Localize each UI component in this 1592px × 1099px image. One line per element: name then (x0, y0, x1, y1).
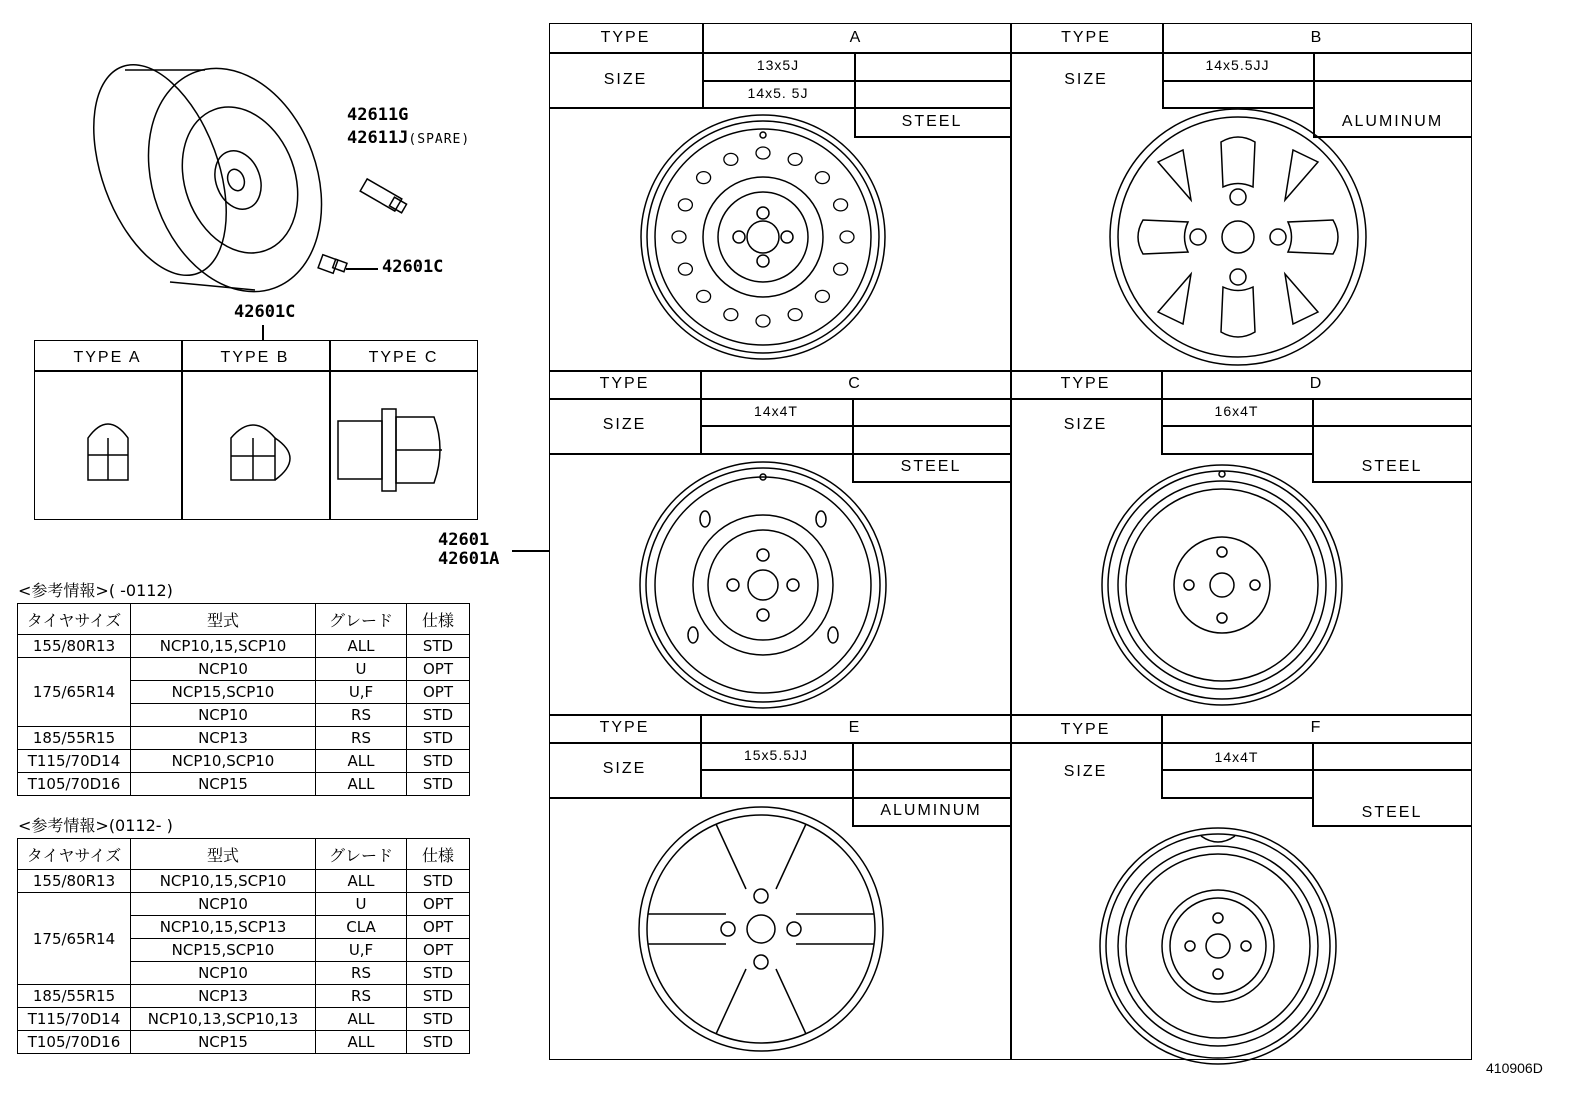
type-value: B (1310, 29, 1324, 46)
vent-hole (756, 147, 770, 159)
type-value: D (1309, 375, 1324, 392)
valve-stem-icon (355, 178, 415, 228)
wheel-e-drawing (636, 804, 886, 1054)
size-label: SIZE (602, 416, 647, 433)
table-row: NCP10,15,SCP13 CLA OPT (18, 916, 470, 939)
type-value: E (848, 719, 862, 736)
size-label: SIZE (1064, 71, 1108, 88)
nut-type-a-icon (78, 410, 138, 490)
table-row: NCP10 RS STD (18, 962, 470, 985)
type-value: A (849, 29, 863, 46)
type-label: TYPE (600, 29, 651, 46)
size-value-1: 14x5.5JJ (1205, 57, 1270, 73)
size-label: SIZE (603, 71, 648, 88)
valve-part-number-1: 42611G (347, 105, 409, 125)
vent-hole (840, 231, 854, 243)
size-value-2: 14x5. 5J (747, 85, 809, 101)
wheel-b-drawing (1103, 102, 1373, 372)
vent-hole (788, 153, 802, 165)
material-label: ALUMINUM (880, 802, 982, 819)
vent-hole (756, 315, 770, 327)
vent-hole (697, 172, 711, 184)
vent-hole (678, 199, 692, 211)
nut-type-c-icon (334, 405, 464, 495)
table-row: 185/55R15 NCP13 RS STD (18, 727, 470, 750)
nut-part-number: 42601C (382, 257, 444, 277)
header-tire-size: タイヤサイズ (18, 839, 131, 870)
wheel-c-drawing (633, 455, 893, 715)
size-label: SIZE (602, 760, 647, 777)
header-model: 型式 (131, 839, 316, 870)
wheel-part-number-2: 42601A (438, 549, 500, 569)
vent-hole (788, 309, 802, 321)
table-row: T105/70D16 NCP15 ALL STD (18, 1031, 470, 1054)
header-grade: グレード (316, 604, 407, 635)
ref-table-1 (17, 603, 470, 796)
nut-type-c-label: TYPE C (368, 349, 439, 366)
header-model: 型式 (131, 604, 316, 635)
nut-type-b-icon (225, 408, 315, 488)
material-label: STEEL (901, 113, 963, 130)
header-grade: グレード (316, 839, 407, 870)
ref-table-2 (17, 838, 470, 1054)
material-label: ALUMINUM (1341, 113, 1444, 130)
wheel-a-drawing (633, 107, 893, 367)
header-spec: 仕様 (407, 604, 470, 635)
type-label: TYPE (1061, 29, 1111, 46)
table-row: 175/65R14 NCP10 U OPT (18, 658, 470, 681)
vent-hole (672, 231, 686, 243)
size-value-1: 16x4T (1214, 403, 1259, 419)
table-row: 155/80R13 NCP10,15,SCP10 ALL STD (18, 635, 470, 658)
type-value: F (1310, 719, 1323, 736)
table-row: NCP15,SCP10 U,F OPT (18, 681, 470, 704)
size-value-1: 14x4T (754, 403, 798, 419)
size-value-1: 13x5J (756, 57, 800, 73)
vent-hole (678, 263, 692, 275)
wheel-f-drawing (1093, 826, 1343, 1076)
table-row: T115/70D14 NCP10,13,SCP10,13 ALL STD (18, 1008, 470, 1031)
type-label: TYPE (1060, 721, 1111, 738)
material-label: STEEL (1361, 804, 1423, 821)
ref-table-2-title: <参考情報>(0112- ) (18, 816, 173, 835)
type-label: TYPE (599, 375, 650, 392)
type-label: TYPE (599, 719, 650, 736)
nut-table-part-number: 42601C (234, 302, 296, 322)
table-row: NCP15,SCP10 U,F OPT (18, 939, 470, 962)
header-spec: 仕様 (407, 839, 470, 870)
table-row: T105/70D16 NCP15 ALL STD (18, 773, 470, 796)
table-row: 185/55R15 NCP13 RS STD (18, 985, 470, 1008)
nut-type-a-label: TYPE A (73, 349, 142, 366)
valve-part-number-2: 42611J(SPARE) (347, 128, 471, 148)
size-value-1: 14x4T (1214, 749, 1259, 765)
vent-hole (815, 290, 829, 302)
table-row: NCP10 RS STD (18, 704, 470, 727)
size-label: SIZE (1063, 416, 1108, 433)
size-value-1: 15x5.5JJ (743, 747, 809, 763)
header-tire-size: タイヤサイズ (18, 604, 131, 635)
nut-type-b-label: TYPE B (220, 349, 290, 366)
wheel-part-number-1: 42601 (438, 530, 490, 550)
diagram-code: 410906D (1486, 1060, 1543, 1076)
vent-hole (834, 199, 848, 211)
ref-table-1-title: <参考情報>( -0112) (18, 581, 173, 600)
vent-hole (834, 263, 848, 275)
vent-hole (724, 309, 738, 321)
vent-hole (697, 290, 711, 302)
table-row: 175/65R14 NCP10 U OPT (18, 893, 470, 916)
wheel-d-drawing (1097, 460, 1347, 710)
vent-hole (724, 153, 738, 165)
table-row: T115/70D14 NCP10,SCP10 ALL STD (18, 750, 470, 773)
material-label: STEEL (900, 458, 962, 475)
vent-hole (815, 172, 829, 184)
table-row: 155/80R13 NCP10,15,SCP10 ALL STD (18, 870, 470, 893)
material-label: STEEL (1361, 458, 1423, 475)
type-label: TYPE (1060, 375, 1111, 392)
size-label: SIZE (1063, 763, 1108, 780)
type-value: C (848, 375, 862, 392)
